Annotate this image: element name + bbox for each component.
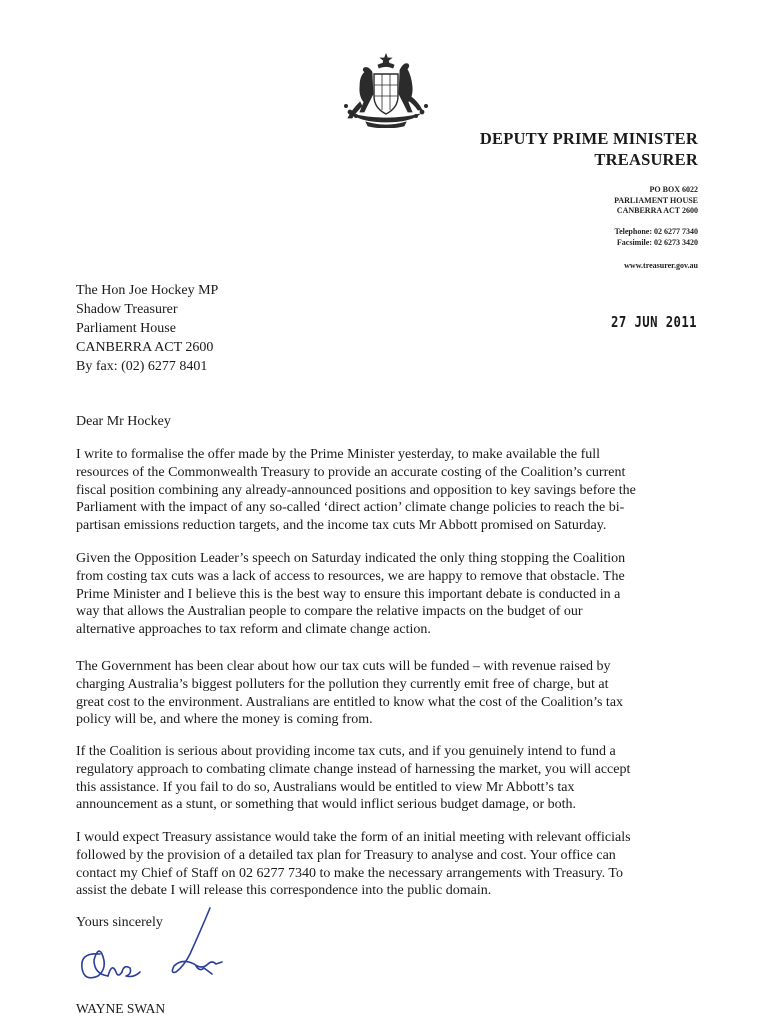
paragraph-line: partisan emissions reduction targets, and the income tax cuts Mr Abbott promised on Saturday.	[76, 518, 607, 534]
handwritten-signature	[72, 902, 232, 1002]
paragraph-line: followed by the provision of a detailed tax plan for Treasury to analyse and cost. Your office can	[76, 847, 616, 863]
recipient-line: Shadow Treasurer	[76, 302, 178, 317]
paragraph-line: fiscal position combining any already-announced positions and opposition to key savings before the	[76, 482, 636, 498]
paragraph-line: alternative approaches to tax reform and climate change action.	[76, 622, 431, 638]
office-title-line: DEPUTY PRIME MINISTER	[479, 129, 698, 148]
address-line: CANBERRA ACT 2600	[616, 206, 698, 215]
recipient-line: Parliament House	[76, 321, 176, 336]
date-stamp: 27 JUN 2011	[611, 313, 697, 331]
paragraph	[76, 658, 706, 729]
paragraph-line: Prime Minister and I believe this is the best way to ensure this important debate is conducted in a	[76, 586, 621, 602]
recipient-address	[76, 281, 218, 376]
paragraph-line: policy will be, and where the money is coming from.	[76, 712, 373, 728]
website-text: www.treasurer.gov.au	[624, 261, 698, 270]
paragraph-line: this assistance. If you fail to do so, Australians would be entitled to view Mr Abbott’s tax	[76, 779, 575, 795]
paragraph-line: announcement as a stunt, or something that would inflict serious budget damage, or both.	[76, 797, 577, 813]
paragraph-line: If the Coalition is serious about providing income tax cuts, and if you genuinely intend to fund a	[76, 744, 616, 759]
paragraph-line: Parliament with the impact of any so-called ‘direct action’ climate change policies to reach the bi-	[76, 500, 625, 516]
salutation: Dear Mr Hockey	[76, 414, 171, 429]
paragraph-line: I write to formalise the offer made by the Prime Minister yesterday, to make available the full	[76, 447, 601, 462]
coat-of-arms-icon	[338, 52, 434, 128]
paragraph-line: from costing tax cuts was a lack of access to resources, we are happy to remove that obstacle. The	[76, 568, 625, 584]
signatory-name: WAYNE SWAN	[76, 1001, 166, 1016]
paragraph	[76, 446, 706, 535]
address-line: PARLIAMENT HOUSE	[614, 195, 698, 205]
paragraph	[76, 829, 706, 900]
paragraph-line: resources of the Commonwealth Treasury to provide an accurate costing of the Coalition’s current	[76, 464, 626, 480]
paragraph	[76, 550, 706, 639]
sender-contact	[615, 227, 699, 248]
paragraph	[76, 743, 706, 814]
paragraph-line: I would expect Treasury assistance would take the form of an initial meeting with relevant officials	[76, 830, 631, 845]
telephone-line: Telephone: 02 6277 7340	[614, 227, 698, 236]
address-line: PO BOX 6022	[649, 185, 698, 194]
paragraph-line: regulatory approach to combating climate change instead of harnessing the market, you will accept	[76, 761, 631, 777]
recipient-line: By fax: (02) 6277 8401	[76, 359, 208, 374]
paragraph-line: charging Australia’s biggest polluters for the pollution they currently emit free of charge, but at	[76, 676, 609, 692]
paragraph-line: assist the debate I will release this correspondence into the public domain.	[76, 883, 492, 899]
office-title	[480, 128, 698, 170]
paragraph-line: way that allows the Australian people to compare the relative impacts on the budget of our	[76, 604, 583, 620]
office-title-line: TREASURER	[594, 150, 698, 169]
paragraph-line: contact my Chief of Staff on 02 6277 7340 to make the necessary arrangements with Treasury. To	[76, 865, 623, 881]
facsimile-line: Facsimile: 02 6273 3420	[616, 237, 698, 247]
paragraph-line: The Government has been clear about how our tax cuts will be funded – with revenue raised by	[76, 659, 611, 674]
sender-address	[614, 185, 698, 217]
valediction: Yours sincerely	[76, 915, 163, 930]
recipient-line: The Hon Joe Hockey MP	[76, 283, 219, 298]
paragraph-line: great cost to the environment. Australians are entitled to know what the cost of the Coalition’s tax	[76, 694, 624, 710]
recipient-line: CANBERRA ACT 2600	[76, 340, 214, 355]
paragraph-line: Given the Opposition Leader’s speech on Saturday indicated the only thing stopping the Coalition	[76, 551, 626, 566]
